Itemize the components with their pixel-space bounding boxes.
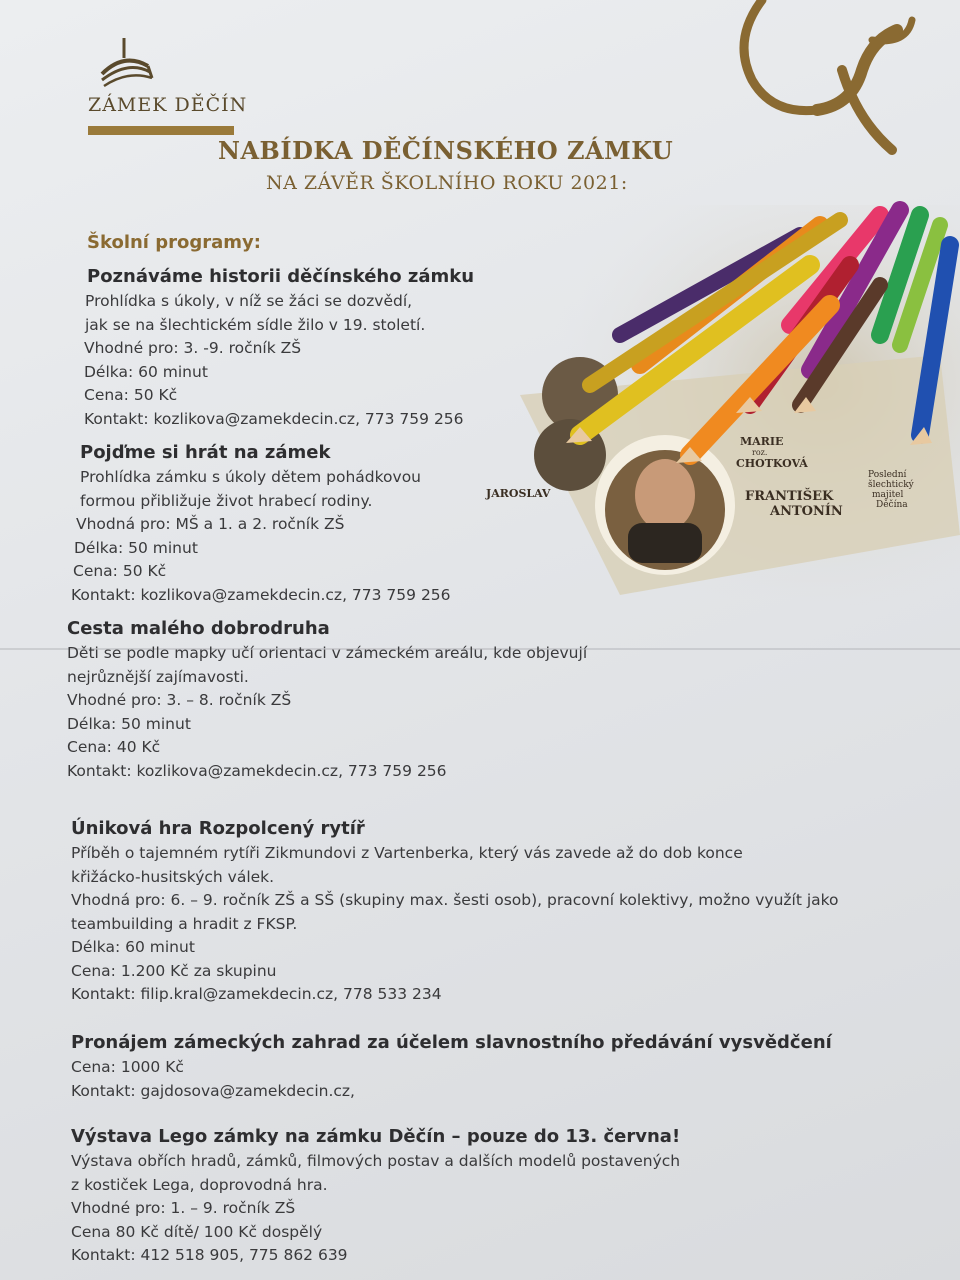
program-line: z kostiček Lega, doprovodná hra. bbox=[71, 1175, 328, 1194]
program-block bbox=[84, 266, 475, 431]
program-title: Úniková hra Rozpolcený rytíř bbox=[71, 818, 365, 839]
program-title: Poznáváme historii děčínského zámku bbox=[87, 266, 475, 287]
program-line: Kontakt: 412 518 905, 775 862 639 bbox=[71, 1246, 348, 1264]
program-block bbox=[71, 818, 839, 1007]
program-line: křižácko-husitských válek. bbox=[71, 867, 275, 886]
program-line: Vhodné pro: 1. – 9. ročník ZŠ bbox=[71, 1199, 296, 1217]
castle-tower-icon bbox=[88, 36, 238, 94]
photo-label: majitel bbox=[872, 490, 904, 500]
photo-label: Poslední bbox=[868, 470, 907, 480]
program-block bbox=[71, 1126, 680, 1268]
program-line: Kontakt: kozlikova@zamekdecin.cz, 773 759 256 bbox=[71, 585, 451, 604]
program-line: Výstava obřích hradů, zámků, filmových postav a dalších modelů postavených bbox=[71, 1152, 681, 1170]
program-line: Prohlídka s úkoly, v níž se žáci se dozvědí, bbox=[85, 292, 413, 310]
photo-label: CHOTKOVÁ bbox=[736, 457, 808, 470]
program-line: teambuilding a hradit z FKSP. bbox=[71, 914, 298, 933]
photo-label: šlechtický bbox=[868, 480, 914, 490]
program-title: Pronájem zámeckých zahrad za účelem slavnostního předávání vysvědčení bbox=[71, 1032, 832, 1053]
program-line: Délka: 50 minut bbox=[74, 538, 198, 557]
program-line: formou přibližuje život hrabecí rodiny. bbox=[80, 491, 373, 510]
photo-label: ANTONÍN bbox=[770, 504, 843, 519]
program-line: jak se na šlechtickém sídle žilo v 19. století. bbox=[85, 315, 426, 334]
photo-label: FRANTIŠEK bbox=[745, 489, 834, 504]
program-line: Děti se podle mapky učí orientaci v zámeckém areálu, kde objevují bbox=[67, 644, 588, 662]
program-line: Prohlídka zámku s úkoly dětem pohádkovou bbox=[80, 468, 421, 486]
zamek-decin-logo bbox=[88, 36, 248, 116]
program-line: Délka: 50 minut bbox=[67, 714, 191, 733]
logo-text: ZÁMEK DĚČÍN bbox=[88, 94, 248, 116]
pencils-photo bbox=[486, 205, 960, 605]
program-title: Pojďme si hrát na zámek bbox=[80, 442, 331, 463]
program-line: Délka: 60 minut bbox=[71, 938, 195, 956]
photo-label: roz. bbox=[752, 448, 768, 457]
program-block bbox=[71, 442, 451, 607]
program-line: Cena: 50 Kč bbox=[84, 386, 178, 404]
program-block bbox=[67, 618, 587, 783]
program-line: Délka: 60 minut bbox=[84, 362, 208, 381]
program-line: Cena: 50 Kč bbox=[73, 562, 167, 580]
program-line: Vhodné pro: 3. -9. ročník ZŠ bbox=[84, 339, 302, 357]
photo-label: Děčína bbox=[876, 500, 908, 510]
program-title: Výstava Lego zámky na zámku Děčín – pouze do 13. června! bbox=[71, 1126, 681, 1147]
section-heading: Školní programy: bbox=[87, 232, 261, 253]
photo-label: MARIE bbox=[740, 435, 784, 448]
program-line: Kontakt: kozlikova@zamekdecin.cz, 773 759 256 bbox=[84, 409, 464, 428]
program-block bbox=[71, 1032, 832, 1103]
program-line: Kontakt: filip.kral@zamekdecin.cz, 778 533 234 bbox=[71, 985, 442, 1003]
program-line: Kontakt: kozlikova@zamekdecin.cz, 773 759 256 bbox=[67, 761, 447, 780]
program-line: Kontakt: gajdosova@zamekdecin.cz, bbox=[71, 1081, 355, 1100]
program-line: Vhodná pro: MŠ a 1. a 2. ročník ZŠ bbox=[76, 515, 345, 533]
ornament-swirl-icon bbox=[722, 0, 922, 160]
program-line: Vhodné pro: 3. – 8. ročník ZŠ bbox=[67, 691, 292, 709]
program-line: nejrůznější zajímavosti. bbox=[67, 667, 249, 686]
program-title: Cesta malého dobrodruha bbox=[67, 618, 330, 639]
page-title: NABÍDKA DĚČÍNSKÉHO ZÁMKU bbox=[218, 136, 674, 165]
logo-underline bbox=[88, 126, 234, 135]
program-line: Příběh o tajemném rytíři Zikmundovi z Vartenberka, který vás zavede až do dob konce bbox=[71, 844, 743, 862]
page-subtitle: NA ZÁVĚR ŠKOLNÍHO ROKU 2021: bbox=[266, 172, 628, 194]
program-line: Cena: 1000 Kč bbox=[71, 1058, 184, 1076]
photo-label: JAROSLAV bbox=[486, 487, 551, 500]
program-line: Cena: 40 Kč bbox=[67, 738, 161, 756]
program-line: Cena 80 Kč dítě/ 100 Kč dospělý bbox=[71, 1222, 323, 1241]
program-line: Vhodná pro: 6. – 9. ročník ZŠ a SŠ (skupiny max. šesti osob), pracovní kolektivy, možno využít jako bbox=[71, 891, 839, 909]
program-line: Cena: 1.200 Kč za skupinu bbox=[71, 961, 277, 980]
